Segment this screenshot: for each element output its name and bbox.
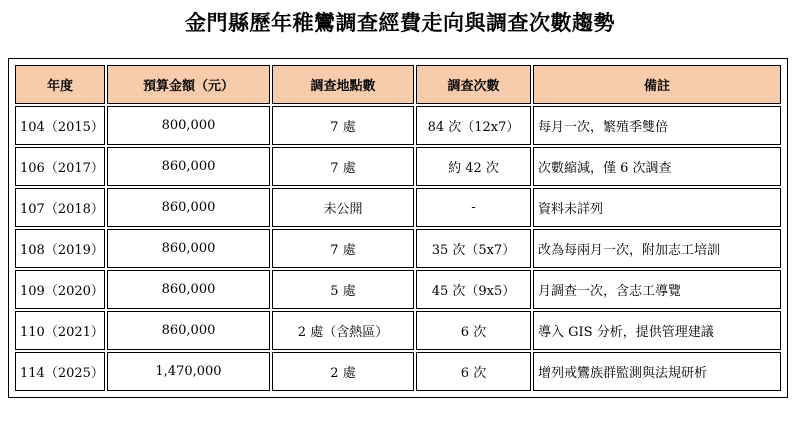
cell-sites: 7 處: [272, 106, 414, 145]
header-count: 調查次數: [416, 65, 531, 104]
cell-budget: 860,000: [107, 311, 270, 350]
cell-note: 導入 GIS 分析，提供管理建議: [533, 311, 781, 350]
cell-budget: 860,000: [107, 270, 270, 309]
table-row: [15, 106, 781, 145]
cell-year: 110（2021）: [15, 311, 105, 350]
cell-count: 84 次（12x7）: [416, 106, 531, 145]
cell-sites: 未公開: [272, 188, 414, 227]
cell-sites: 2 處（含熱區）: [272, 311, 414, 350]
cell-count: 45 次（9x5）: [416, 270, 531, 309]
cell-sites: 2 處: [272, 352, 414, 391]
cell-note: 資料未詳列: [533, 188, 781, 227]
cell-count: 約 42 次: [416, 147, 531, 186]
cell-count: 35 次（5x7）: [416, 229, 531, 268]
survey-budget-table-frame: [8, 58, 788, 398]
header-sites: 調查地點數: [272, 65, 414, 104]
cell-year: 106（2017）: [15, 147, 105, 186]
cell-count: -: [416, 188, 531, 227]
header-budget: 預算金額（元）: [107, 65, 270, 104]
cell-year: 104（2015）: [15, 106, 105, 145]
cell-sites: 5 處: [272, 270, 414, 309]
cell-note: 月調查一次，含志工導覽: [533, 270, 781, 309]
cell-budget: 800,000: [107, 106, 270, 145]
cell-budget: 860,000: [107, 229, 270, 268]
table-row: [15, 270, 781, 309]
table-row: [15, 229, 781, 268]
cell-count: 6 次: [416, 352, 531, 391]
cell-year: 114（2025）: [15, 352, 105, 391]
table-row: [15, 311, 781, 350]
cell-note: 增列戒鸞族群監測與法規研析: [533, 352, 781, 391]
cell-budget: 860,000: [107, 188, 270, 227]
cell-count: 6 次: [416, 311, 531, 350]
cell-note: 次數縮減，僅 6 次調查: [533, 147, 781, 186]
cell-year: 109（2020）: [15, 270, 105, 309]
table-row: [15, 352, 781, 391]
cell-sites: 7 處: [272, 229, 414, 268]
table-header-row: [15, 65, 781, 104]
header-note: 備註: [533, 65, 781, 104]
cell-sites: 7 處: [272, 147, 414, 186]
page-title: 金門縣歷年稚鸞調查經費走向與調查次數趨勢: [185, 10, 615, 35]
cell-budget: 1,470,000: [107, 352, 270, 391]
table-row: [15, 147, 781, 186]
cell-note: 改為每兩月一次，附加志工培訓: [533, 229, 781, 268]
cell-budget: 860,000: [107, 147, 270, 186]
cell-note: 每月一次，繁殖季雙倍: [533, 106, 781, 145]
cell-year: 107（2018）: [15, 188, 105, 227]
survey-budget-table: [13, 63, 783, 393]
table-row: [15, 188, 781, 227]
cell-year: 108（2019）: [15, 229, 105, 268]
header-year: 年度: [15, 65, 105, 104]
